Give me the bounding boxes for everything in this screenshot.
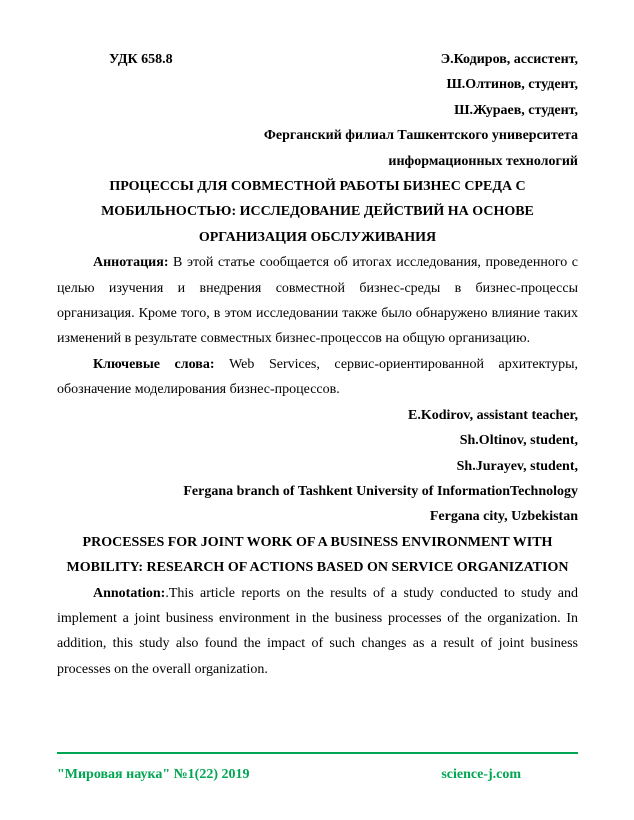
- author-line-en: Sh.Jurayev, student,: [456, 458, 578, 474]
- authors-block-en: [57, 403, 578, 530]
- affiliation-line-en: Fergana branch of Tashkent University of InformationTechnology: [183, 483, 578, 499]
- article-title-ru: ПРОЦЕССЫ ДЛЯ СОВМЕСТНОЙ РАБОТЫ БИЗНЕС СРЕДА С МОБИЛЬНОСТЬЮ: ИССЛЕДОВАНИЕ ДЕЙСТВИЙ НА ОСНОВЕ ОРГАНИЗАЦИЯ ОБСЛУЖИВАНИЯ: [101, 179, 534, 245]
- footer-row: [57, 762, 578, 787]
- annotation-ru: [57, 250, 578, 352]
- header-line-udc-author: [57, 47, 578, 72]
- author-line-ru: Ш.Жураев, студент,: [454, 102, 578, 118]
- keywords-ru-label: Ключевые слова:: [93, 356, 215, 372]
- annotation-en-label: Annotation:: [93, 585, 166, 601]
- page-footer: [57, 752, 578, 787]
- annotation-en: [57, 581, 578, 683]
- affiliation-line-ru: Ферганский филиал Ташкентского университета: [263, 128, 578, 144]
- authors-block-ru: [57, 72, 578, 174]
- footer-divider: [57, 752, 578, 754]
- annotation-ru-label: Аннотация:: [93, 255, 169, 271]
- article-title-en: PROCESSES FOR JOINT WORK OF A BUSINESS ENVIRONMENT WITH MOBILITY: RESEARCH OF ACTIONS BASED ON SERVICE ORGANIZATION: [66, 534, 569, 576]
- affiliation-line-en: Fergana city, Uzbekistan: [429, 509, 578, 525]
- affiliation-line-ru: информационных технологий: [388, 153, 578, 169]
- keywords-ru-text: Web Services, сервис-ориентированной архитектуры, обозначение моделирования бизнес-процессов.: [57, 356, 578, 398]
- journal-website-label: science-j.com: [441, 767, 521, 782]
- author-line-ru: Ш.Олтинов, студент,: [446, 77, 578, 93]
- udc-label: УДК 658.8: [109, 52, 173, 67]
- author-line-en: Sh.Oltinov, student,: [459, 433, 578, 449]
- keywords-ru: [57, 352, 578, 403]
- author-line-en: E.Kodirov, assistant teacher,: [408, 407, 578, 423]
- annotation-ru-text: В этой статье сообщается об итогах исследования, проведенного с целью изучения и внедрения совместной бизнес-среды в бизнес-процессы организация. Кроме того, в этом исследовании также было обнаружено влияние таких изменений в результате совместных бизнес-процессов на общую организацию.: [57, 255, 578, 347]
- page-content: [57, 47, 578, 682]
- journal-issue-label: "Мировая наука" №1(22) 2019: [57, 767, 250, 782]
- annotation-en-text: .This article reports on the results of a study conducted to study and implement a joint business environment in the business processes of the organization. In addition, this study also found the impact of such changes as a result of joint business processes on the overall organization.: [57, 585, 578, 677]
- author-line-ru: Э.Кодиров, ассистент,: [440, 52, 578, 67]
